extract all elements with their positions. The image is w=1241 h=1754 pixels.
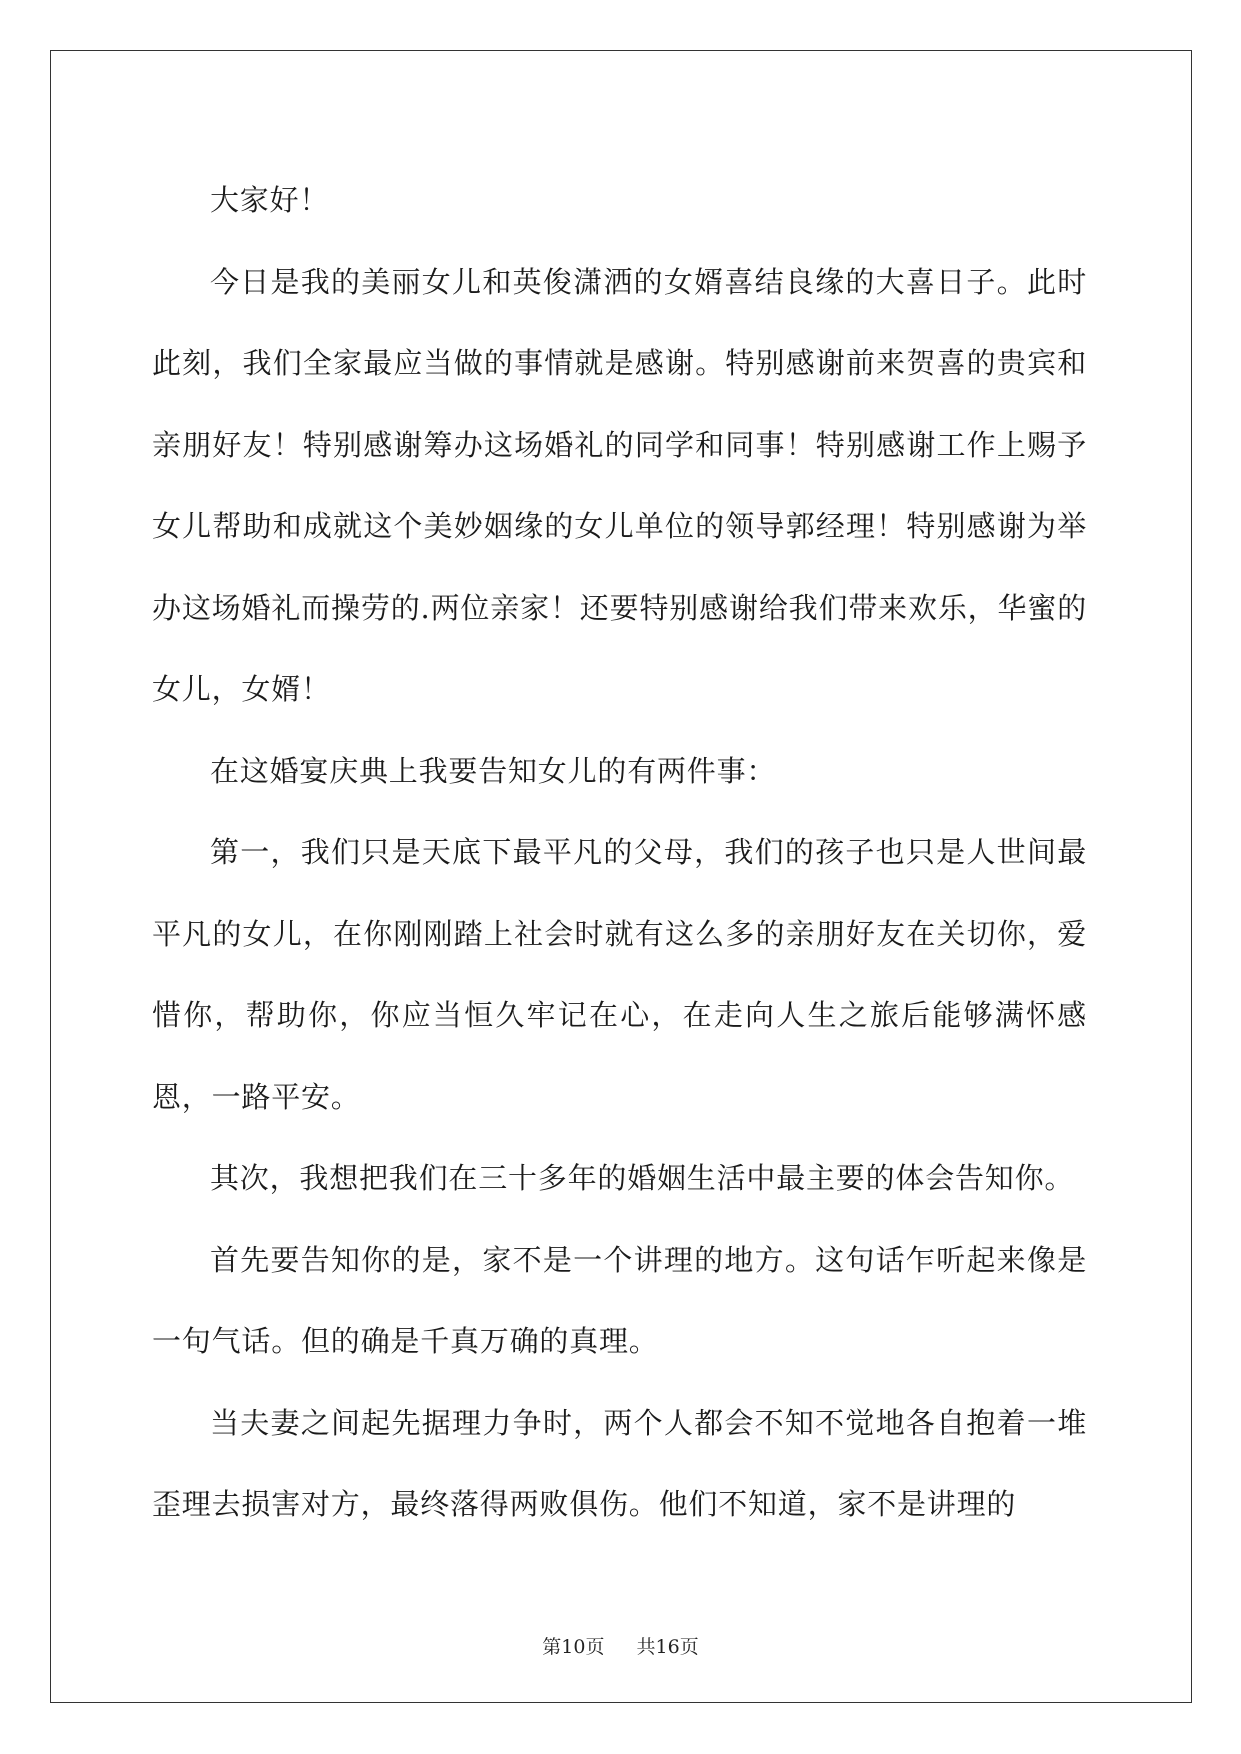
paragraph-two-things: 在这婚宴庆典上我要告知女儿的有两件事：	[210, 753, 777, 788]
paragraph-couple-argument: 当夫妻之间起先据理力争时，两个人都会不知不觉地各自抱着一堆歪理去损害对方，最终落得两败俱伤。他们不知道，家不是讲理的	[152, 1405, 1087, 1521]
paragraph-greeting: 大家好！	[210, 183, 330, 217]
paragraph-first: 第一，我们只是天底下最平凡的父母，我们的孩子也只是人世间最平凡的女儿，在你刚刚踏上社会时就有这么多的亲朋好友在关切你，爱惜你，帮助你，你应当恒久牢记在心，在走向人生之旅后能够满怀感恩，一路平安。	[152, 835, 1087, 1114]
page-footer	[0, 1632, 1241, 1659]
document-body	[152, 160, 1087, 1546]
page-number-total: 共16页	[636, 1636, 699, 1658]
paragraph-home-not-reasoning: 首先要告知你的是，家不是一个讲理的地方。这句话乍听起来像是一句气话。但的确是千真万确的真理。	[152, 1242, 1087, 1358]
page-number-current: 第10页	[542, 1636, 605, 1658]
paragraph-second: 其次，我想把我们在三十多年的婚姻生活中最主要的体会告知你。	[210, 1161, 1075, 1195]
paragraph-thanks: 今日是我的美丽女儿和英俊潇洒的女婿喜结良缘的大喜日子。此时此刻，我们全家最应当做的事情就是感谢。特别感谢前来贺喜的贵宾和亲朋好友！特别感谢筹办这场婚礼的同学和同事！特别感谢工作上赐予女儿帮助和成就这个美妙姻缘的女儿单位的领导郭经理！特别感谢为举办这场婚礼而操劳的.两位亲家！还要特别感谢给我们带来欢乐，华蜜的女儿，女婿！	[152, 264, 1087, 706]
